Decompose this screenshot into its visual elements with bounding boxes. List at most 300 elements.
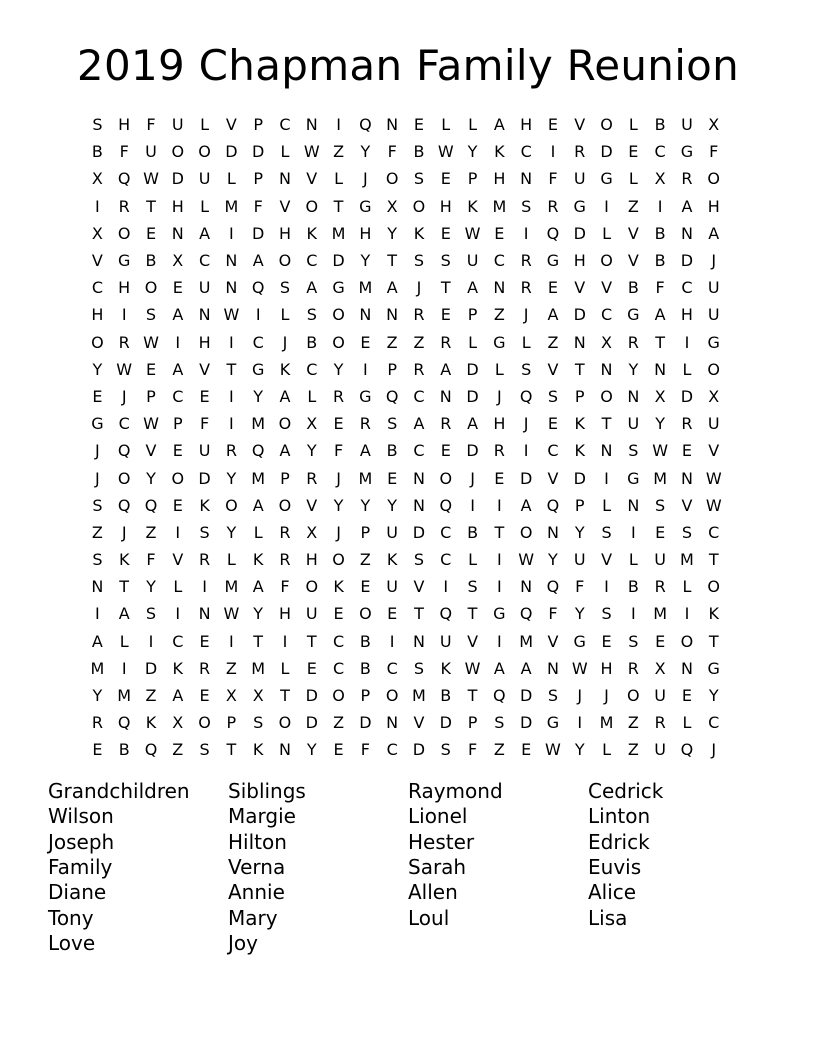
grid-cell: E [387, 468, 398, 488]
grid-row [84, 655, 727, 682]
grid-cell: Y [360, 251, 371, 271]
grid-cell: L [602, 223, 611, 243]
grid-cell: H [198, 332, 211, 352]
grid-cell: Y [574, 522, 585, 542]
grid-cell: D [359, 713, 372, 733]
grid-cell: Y [253, 386, 264, 406]
grid-cell: A [279, 386, 291, 406]
grid-row [84, 492, 727, 519]
grid-cell: L [682, 577, 692, 597]
grid-cell: V [145, 441, 157, 461]
grid-cell: Z [493, 305, 505, 325]
grid-cell: R [413, 305, 425, 325]
grid-cell: H [118, 278, 131, 298]
grid-cell: I [229, 631, 234, 651]
word-list-item: Euvis [588, 854, 642, 879]
grid-cell: J [121, 386, 127, 406]
grid-row [84, 356, 727, 383]
grid-cell: Q [546, 577, 560, 597]
grid-cell: V [627, 251, 639, 271]
grid-cell: A [279, 441, 291, 461]
grid-cell: I [684, 332, 690, 352]
grid-cell: W [464, 658, 481, 678]
grid-cell: H [573, 251, 586, 271]
grid-cell: K [333, 577, 344, 597]
grid-cell: P [280, 468, 290, 488]
word-list-item: Hilton [228, 829, 287, 854]
grid-cell: O [332, 686, 345, 706]
grid-cell: A [440, 359, 452, 379]
grid-cell: J [95, 441, 100, 461]
grid-cell: A [252, 251, 264, 271]
grid-cell: G [707, 332, 720, 352]
grid-cell: O [439, 468, 453, 488]
grid-cell: C [332, 658, 345, 678]
grid-cell: T [280, 686, 290, 706]
grid-cell: W [223, 305, 240, 325]
grid-cell: E [413, 115, 425, 135]
grid-cell: R [91, 713, 103, 733]
word-list-item: Margie [228, 804, 296, 829]
word-list-item: Grandchildren [48, 779, 190, 803]
grid-row [84, 247, 727, 274]
grid-cell: A [547, 305, 559, 325]
grid-cell: Q [439, 495, 453, 515]
grid-cell: E [360, 332, 371, 352]
grid-cell: D [412, 522, 426, 542]
grid-cell: U [654, 740, 666, 760]
grid-cell: F [146, 115, 156, 135]
grid-cell: S [306, 305, 317, 325]
grid-cell: R [520, 251, 532, 271]
grid-cell: Y [92, 686, 103, 706]
grid-cell: K [386, 550, 398, 570]
grid-cell: I [336, 115, 341, 135]
grid-cell: C [413, 386, 425, 406]
grid-cell: V [681, 495, 693, 515]
grid-cell: E [333, 414, 344, 434]
grid-cell: P [467, 169, 478, 189]
grid-cell: J [496, 386, 502, 406]
grid-cell: E [92, 740, 103, 760]
grid-cell: I [229, 332, 234, 352]
grid-cell: N [225, 278, 238, 298]
grid-cell: C [172, 631, 184, 651]
grid-cell: G [359, 196, 372, 216]
grid-cell: A [520, 658, 532, 678]
grid-cell: N [386, 713, 399, 733]
grid-cell: I [121, 658, 127, 678]
grid-cell: I [523, 223, 529, 243]
grid-cell: C [681, 278, 693, 298]
grid-cell: B [145, 251, 157, 271]
grid-cell: B [386, 441, 398, 461]
grid-cell: D [466, 359, 479, 379]
grid-cell: O [198, 713, 211, 733]
grid-cell: N [412, 631, 425, 651]
grid-cell: N [546, 658, 559, 678]
grid-cell: L [682, 713, 692, 733]
grid-cell: N [91, 577, 104, 597]
grid-cell: O [117, 223, 131, 243]
grid-cell: U [573, 550, 586, 570]
grid-cell: O [707, 577, 721, 597]
word-list-item: Lisa [588, 905, 628, 930]
grid-cell: Y [306, 441, 317, 461]
grid-cell: B [654, 115, 666, 135]
grid-cell: L [334, 169, 344, 189]
grid-cell: O [225, 495, 238, 515]
grid-cell: O [332, 332, 345, 352]
grid-cell: K [708, 604, 719, 624]
grid-cell: I [550, 142, 556, 162]
word-list-item: Verna [228, 854, 286, 879]
word-list-item: Lionel [408, 804, 468, 829]
grid-cell: Y [467, 142, 478, 162]
grid-cell: T [467, 686, 478, 706]
grid-cell: B [91, 142, 103, 162]
grid-cell: L [226, 550, 236, 570]
word-list-item: Joseph [48, 829, 115, 854]
grid-cell: A [306, 278, 318, 298]
grid-cell: H [278, 604, 291, 624]
grid-cell: H [118, 115, 131, 135]
grid-cell: B [654, 251, 666, 271]
grid-cell: Z [145, 686, 157, 706]
grid-cell: X [708, 386, 720, 406]
grid-cell: O [385, 169, 399, 189]
grid-row [84, 329, 727, 356]
grid-cell: C [386, 740, 398, 760]
grid-cell: G [627, 305, 640, 325]
grid-cell: L [628, 115, 638, 135]
grid-cell: U [627, 414, 640, 434]
grid-cell: O [600, 115, 613, 135]
grid-cell: I [496, 550, 502, 570]
grid-cell: S [494, 713, 505, 733]
grid-cell: S [387, 414, 398, 434]
grid-cell: L [307, 386, 317, 406]
word-list-item: Annie [228, 880, 285, 905]
grid-cell: E [547, 115, 558, 135]
grid-cell: Q [439, 604, 453, 624]
grid-cell: N [278, 740, 291, 760]
grid-cell: E [387, 604, 398, 624]
grid-row [84, 138, 727, 165]
grid-cell: S [199, 740, 210, 760]
grid-cell: C [708, 713, 720, 733]
grid-row [84, 682, 727, 709]
grid-row [84, 709, 727, 736]
grid-cell: O [305, 196, 319, 216]
grid-cell: I [470, 495, 475, 515]
grid-cell: K [440, 658, 451, 678]
grid-cell: M [251, 468, 266, 488]
grid-cell: F [548, 169, 558, 189]
grid-cell: T [601, 414, 612, 434]
grid-cell: S [279, 278, 291, 298]
grid-cell: J [363, 169, 368, 189]
grid-cell: J [711, 740, 717, 760]
grid-cell: Q [144, 740, 158, 760]
grid-cell: I [657, 196, 663, 216]
grid-cell: T [414, 604, 424, 624]
grid-cell: V [279, 196, 291, 216]
grid-cell: N [439, 386, 452, 406]
grid-cell: V [413, 713, 425, 733]
word-list-item: Allen [408, 880, 458, 905]
grid-cell: Q [359, 115, 372, 135]
grid-cell: O [519, 522, 533, 542]
grid-cell: Z [145, 522, 157, 542]
grid-cell: L [468, 115, 478, 135]
grid-cell: U [707, 414, 720, 434]
grid-cell: X [386, 196, 398, 216]
word-list [48, 779, 788, 979]
grid-cell: R [681, 169, 693, 189]
grid-cell: F [253, 196, 263, 216]
grid-cell: C [118, 414, 130, 434]
grid-cell: H [91, 305, 104, 325]
grid-cell: C [91, 278, 103, 298]
grid-cell: E [333, 740, 344, 760]
grid-cell: E [199, 686, 210, 706]
grid-cell: U [305, 604, 318, 624]
grid-cell: C [252, 332, 264, 352]
grid-cell: S [92, 550, 103, 570]
grid-cell: J [523, 305, 529, 325]
grid-cell: M [90, 658, 105, 678]
grid-cell: R [333, 386, 345, 406]
grid-cell: C [332, 631, 345, 651]
grid-cell: C [306, 359, 318, 379]
grid-cell: R [118, 332, 130, 352]
grid-row [84, 220, 727, 247]
grid-cell: U [654, 686, 666, 706]
grid-cell: K [252, 740, 264, 760]
grid-cell: X [306, 522, 318, 542]
grid-cell: G [573, 631, 586, 651]
grid-cell: R [359, 414, 371, 434]
grid-cell: R [520, 278, 532, 298]
grid-cell: O [305, 577, 319, 597]
grid-cell: S [521, 196, 532, 216]
grid-cell: J [604, 686, 609, 706]
grid-cell: Y [333, 495, 344, 515]
grid-cell: H [439, 196, 452, 216]
grid-cell: T [440, 278, 451, 298]
grid-cell: O [144, 278, 158, 298]
grid-cell: D [439, 713, 452, 733]
grid-cell: I [630, 604, 636, 624]
grid-cell: A [91, 631, 103, 651]
grid-cell: N [278, 169, 291, 189]
grid-cell: Q [144, 495, 158, 515]
grid-cell: A [252, 495, 264, 515]
grid-cell: T [226, 359, 237, 379]
grid-row [84, 383, 727, 410]
grid-cell: E [306, 658, 317, 678]
grid-cell: B [467, 522, 479, 542]
grid-cell: F [360, 740, 370, 760]
grid-cell: G [546, 251, 560, 271]
grid-cell: X [306, 414, 318, 434]
grid-cell: O [385, 686, 399, 706]
grid-row [84, 736, 727, 763]
grid-cell: A [413, 414, 425, 434]
grid-cell: L [628, 169, 638, 189]
grid-cell: A [681, 196, 693, 216]
grid-cell: L [468, 550, 478, 570]
grid-cell: V [225, 115, 237, 135]
grid-row [84, 546, 727, 573]
grid-cell: V [413, 577, 425, 597]
grid-cell: U [171, 115, 184, 135]
grid-cell: I [684, 604, 690, 624]
grid-cell: S [199, 522, 210, 542]
grid-cell: S [92, 495, 103, 515]
grid-cell: M [653, 604, 668, 624]
grid-cell: R [279, 550, 291, 570]
grid-cell: C [708, 522, 720, 542]
grid-cell: D [600, 142, 613, 162]
grid-cell: Y [628, 359, 639, 379]
grid-cell: A [493, 658, 505, 678]
grid-cell: R [654, 713, 666, 733]
grid-cell: I [443, 577, 449, 597]
grid-cell: M [117, 686, 132, 706]
grid-cell: P [172, 414, 183, 434]
grid-cell: T [387, 251, 398, 271]
grid-cell: T [655, 332, 666, 352]
grid-cell: B [118, 740, 130, 760]
grid-cell: K [252, 550, 264, 570]
grid-cell: Y [226, 468, 237, 488]
grid-cell: E [655, 631, 666, 651]
grid-cell: L [602, 495, 611, 515]
grid-row [84, 519, 727, 546]
word-list-item: Siblings [228, 779, 306, 803]
grid-cell: J [577, 686, 583, 706]
grid-cell: I [604, 577, 609, 597]
grid-cell: W [652, 441, 669, 461]
grid-cell: P [360, 686, 371, 706]
grid-cell: R [681, 414, 693, 434]
grid-cell: Q [117, 169, 131, 189]
grid-cell: R [306, 468, 318, 488]
grid-cell: C [493, 251, 505, 271]
grid-cell: M [224, 577, 239, 597]
grid-cell: D [171, 169, 184, 189]
grid-cell: D [680, 251, 694, 271]
grid-cell: F [333, 441, 344, 461]
grid-cell: R [225, 441, 237, 461]
grid-cell: M [492, 196, 507, 216]
grid-cell: M [358, 278, 373, 298]
grid-cell: J [711, 251, 717, 271]
grid-cell: V [547, 359, 559, 379]
grid-cell: R [199, 550, 211, 570]
grid-cell: U [386, 522, 399, 542]
grid-cell: I [577, 713, 583, 733]
grid-cell: G [493, 604, 506, 624]
grid-cell: C [386, 658, 398, 678]
grid-cell: D [519, 713, 533, 733]
grid-cell: Q [117, 713, 131, 733]
grid-cell: S [413, 550, 425, 570]
grid-cell: R [440, 414, 452, 434]
grid-cell: S [467, 577, 478, 597]
grid-cell: Q [385, 386, 399, 406]
grid-cell: J [282, 332, 288, 352]
grid-cell: G [573, 196, 586, 216]
grid-cell: I [255, 305, 261, 325]
grid-cell: A [172, 686, 184, 706]
grid-cell: N [627, 495, 640, 515]
grid-cell: Y [146, 468, 156, 488]
grid-cell: E [440, 223, 451, 243]
grid-cell: D [573, 305, 586, 325]
grid-cell: C [172, 386, 184, 406]
grid-cell: L [119, 631, 129, 651]
grid-cell: R [199, 658, 211, 678]
grid-cell: I [496, 495, 502, 515]
word-list-item: Sarah [408, 854, 467, 879]
grid-cell: M [331, 223, 346, 243]
grid-cell: S [413, 251, 425, 271]
grid-cell: O [412, 196, 426, 216]
grid-cell: Z [413, 332, 425, 352]
grid-cell: R [413, 359, 425, 379]
grid-cell: H [359, 223, 372, 243]
grid-cell: F [467, 740, 478, 760]
grid-cell: X [654, 386, 666, 406]
grid-cell: B [440, 686, 452, 706]
grid-cell: L [280, 142, 290, 162]
grid-cell: Y [548, 550, 558, 570]
grid-row [84, 111, 727, 138]
grid-cell: V [91, 251, 103, 271]
grid-cell: J [416, 278, 422, 298]
grid-cell: W [571, 658, 588, 678]
grid-cell: K [467, 196, 478, 216]
grid-cell: Q [251, 278, 265, 298]
grid-cell: K [118, 550, 130, 570]
grid-cell: L [468, 332, 478, 352]
grid-cell: A [172, 359, 184, 379]
grid-cell: L [200, 196, 210, 216]
grid-cell: I [175, 604, 181, 624]
grid-cell: J [336, 468, 341, 488]
grid-cell: C [440, 550, 452, 570]
grid-cell: X [708, 115, 720, 135]
grid-cell: H [171, 196, 184, 216]
grid-cell: Y [146, 577, 156, 597]
grid-cell: F [119, 142, 129, 162]
grid-cell: U [198, 169, 211, 189]
grid-cell: C [413, 441, 425, 461]
grid-cell: P [467, 713, 478, 733]
grid-cell: J [523, 414, 529, 434]
grid-cell: Y [387, 495, 398, 515]
grid-cell: V [467, 631, 479, 651]
grid-cell: F [709, 142, 719, 162]
grid-cell: L [602, 740, 611, 760]
grid-cell: E [547, 278, 558, 298]
grid-cell: P [467, 305, 478, 325]
grid-cell: M [251, 658, 266, 678]
grid-cell: F [387, 142, 397, 162]
